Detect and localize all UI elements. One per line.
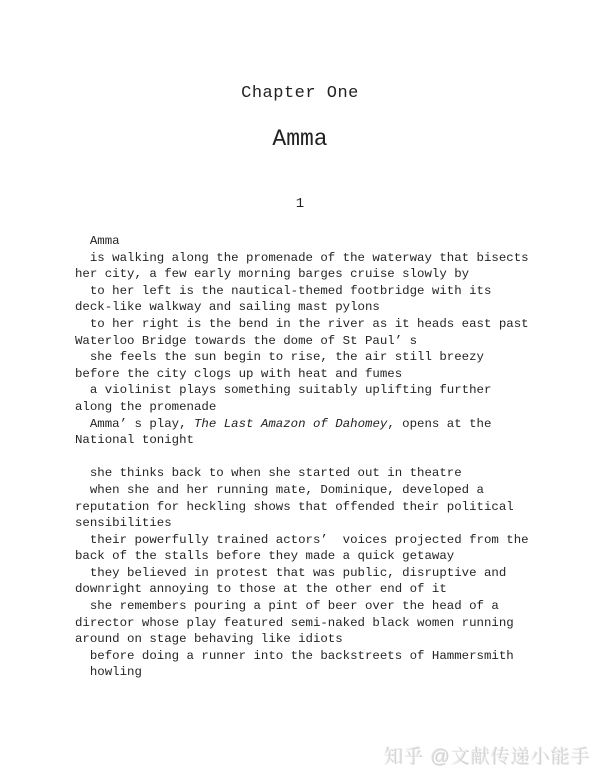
text-line — [75, 515, 545, 532]
text-segment: her city, a few early morning barges cruise slowly by — [75, 267, 470, 282]
text-line — [75, 465, 545, 482]
text-segment: National tonight — [75, 433, 194, 448]
chapter-heading: Chapter One — [241, 84, 359, 103]
text-line — [75, 432, 545, 449]
text-line — [75, 316, 545, 333]
text-line — [75, 299, 545, 316]
text-segment: Amma — [75, 234, 120, 248]
text-segment: director whose play featured semi-naked black women running — [75, 615, 514, 630]
italic-text-segment: The Last Amazon of Dahomey — [193, 416, 388, 431]
text-segment: back of the stalls before they made a quick getaway — [75, 549, 455, 564]
text-segment: reputation for heckling shows that offended their political — [75, 499, 514, 514]
text-segment: before doing a runner into the backstreets of Hammersmith — [75, 648, 514, 663]
text-segment: a violinist plays something suitably uplifting further — [75, 383, 492, 398]
text-line — [75, 399, 545, 416]
section-number: 1 — [295, 196, 305, 212]
text-segment: to her right is the bend in the river as it heads east past — [75, 316, 529, 331]
text-line — [75, 548, 545, 565]
chapter-title: Amma — [272, 126, 328, 152]
text-line — [75, 382, 545, 399]
text-line — [75, 499, 545, 516]
text-line — [75, 482, 545, 499]
text-segment: when she and her running mate, Dominique, developed a — [75, 482, 484, 497]
watermark: 知乎 @文献传递小能手 — [384, 747, 591, 768]
text-segment: howling — [75, 665, 142, 680]
text-line — [75, 366, 545, 383]
text-segment: along the promenade — [75, 399, 217, 414]
text-line — [75, 266, 545, 283]
text-line — [75, 416, 545, 433]
text-segment: downright annoying to those at the other end of it — [75, 582, 447, 597]
text-line — [75, 581, 545, 598]
text-segment: Waterloo Bridge towards the dome of St Paul’ s — [75, 333, 418, 348]
text-line — [75, 648, 545, 665]
text-segment: she feels the sun begin to rise, the air still breezy — [75, 350, 484, 365]
text-segment: sensibilities — [75, 516, 172, 531]
text-segment: they believed in protest that was public, disruptive and — [75, 565, 507, 580]
text-segment: , opens at the — [387, 416, 492, 431]
text-segment: deck-like walkway and sailing mast pylons — [75, 300, 380, 315]
text-segment: is walking along the promenade of the waterway that bisects — [75, 250, 529, 265]
text-line — [75, 615, 545, 632]
text-line — [75, 565, 545, 582]
text-line — [75, 250, 545, 267]
text-segment: she thinks back to when she started out in theatre — [75, 466, 462, 481]
body-text — [75, 233, 545, 681]
text-segment: around on stage behaving like idiots — [75, 632, 343, 647]
text-segment: to her left is the nautical-themed footbridge with its — [75, 283, 492, 298]
text-line — [75, 631, 545, 648]
text-line — [75, 664, 545, 681]
text-segment: she remembers pouring a pint of beer over the head of a — [75, 599, 499, 614]
text-line — [75, 598, 545, 615]
text-segment: Amma’ s play, — [75, 416, 194, 431]
text-line — [75, 532, 545, 549]
text-line — [75, 333, 545, 350]
text-line — [75, 349, 545, 366]
text-line — [75, 449, 545, 466]
text-segment: before the city clogs up with heat and fumes — [75, 366, 403, 381]
text-segment: their powerfully trained actors’ voices projected from the — [75, 532, 529, 547]
text-line — [75, 233, 545, 250]
text-line — [75, 283, 545, 300]
